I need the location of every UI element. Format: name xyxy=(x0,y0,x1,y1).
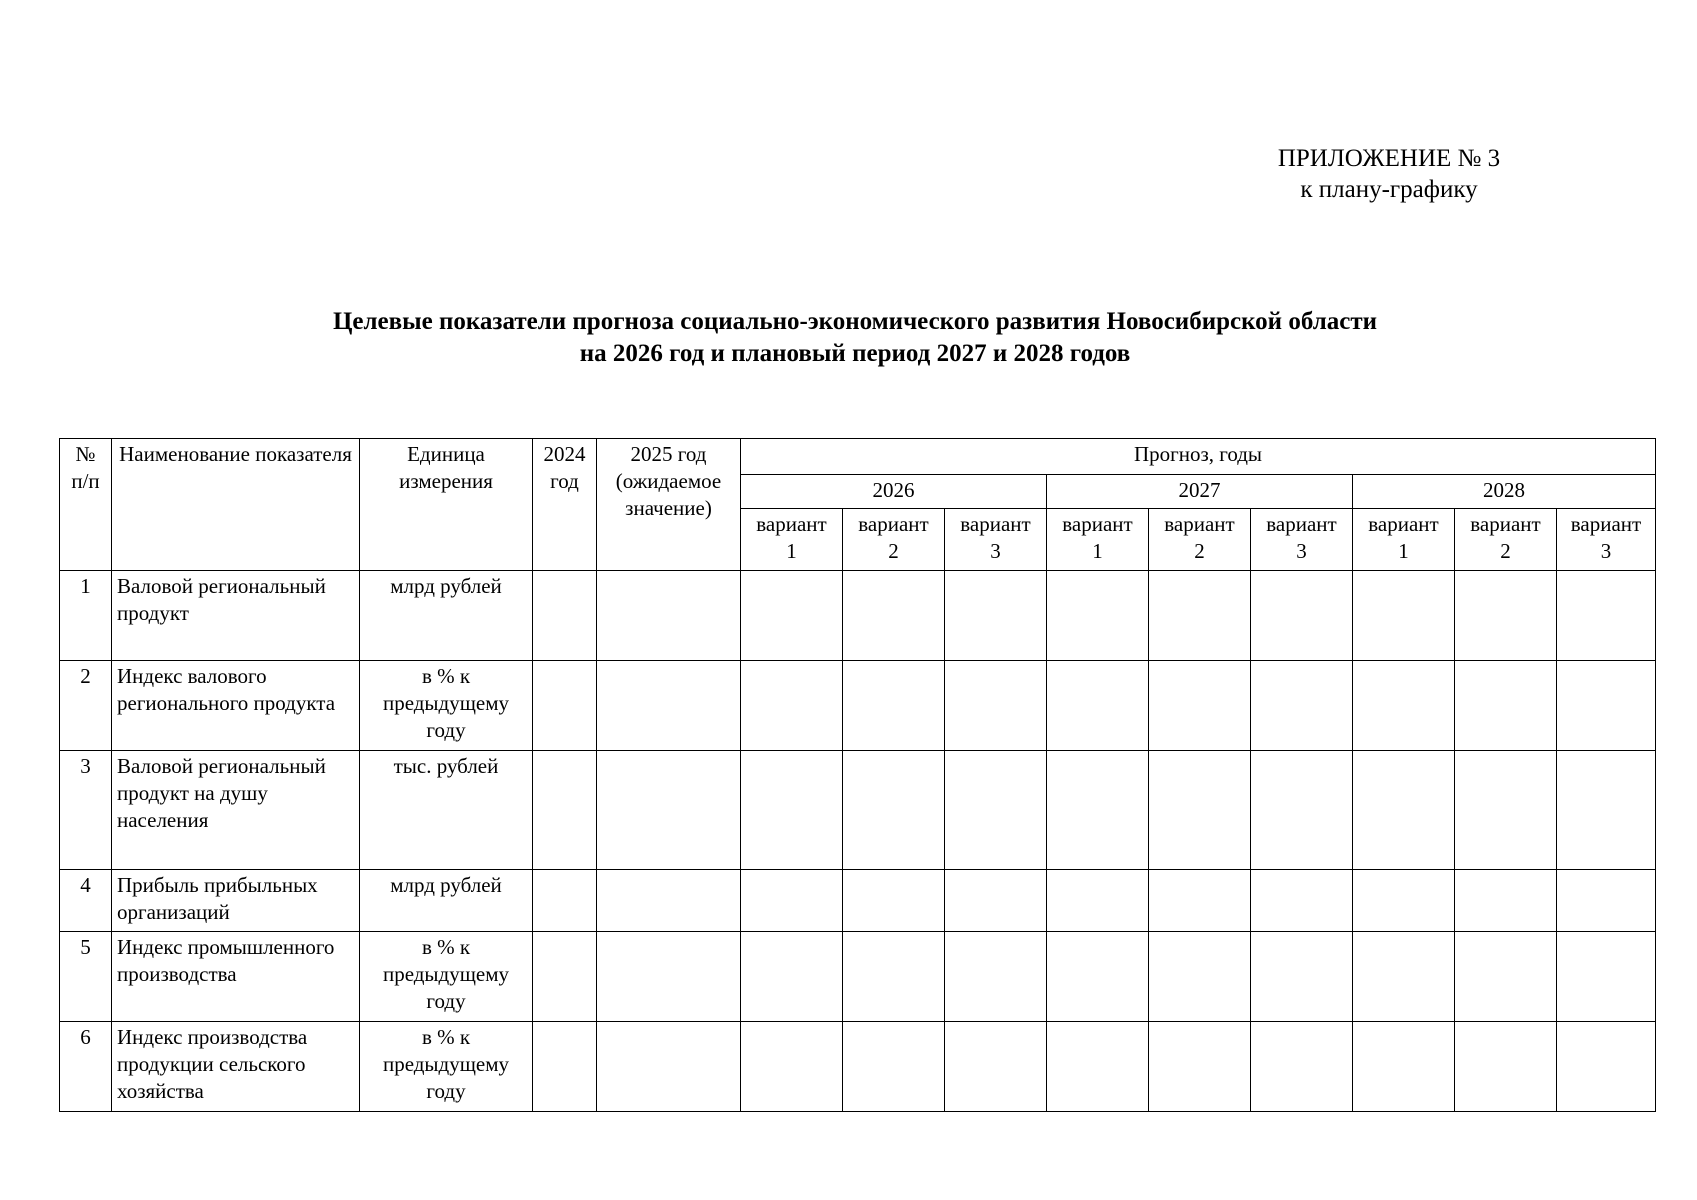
header-2025: 2025 год (ожидаемое значение) xyxy=(597,439,741,571)
value-cell xyxy=(1047,1022,1149,1112)
value-cell xyxy=(1251,1022,1353,1112)
header-variant-2026-2: вариант 2 xyxy=(843,509,945,571)
value-cell xyxy=(1251,661,1353,751)
value-cell xyxy=(945,932,1047,1022)
value-cell xyxy=(945,661,1047,751)
value-cell xyxy=(597,751,741,870)
value-cell xyxy=(1149,870,1251,932)
value-cell xyxy=(1149,1022,1251,1112)
indicator-name: Валовой региональный продукт xyxy=(112,571,360,661)
value-cell xyxy=(533,571,597,661)
header-variant-2027-2: вариант 2 xyxy=(1149,509,1251,571)
value-cell xyxy=(945,870,1047,932)
value-cell xyxy=(597,661,741,751)
appendix-reference: к плану-графику xyxy=(1300,176,1478,203)
table-row xyxy=(60,1022,1656,1112)
indicator-name: Индекс производства продукции сельского хозяйства xyxy=(112,1022,360,1112)
value-cell xyxy=(1047,932,1149,1022)
indicator-unit: млрд рублей xyxy=(360,571,533,661)
title-line-2: на 2026 год и плановый период 2027 и 2028 годов xyxy=(579,340,1131,367)
row-number: 5 xyxy=(60,932,112,1022)
value-cell xyxy=(1149,571,1251,661)
value-cell xyxy=(1455,932,1557,1022)
value-cell xyxy=(1047,571,1149,661)
value-cell xyxy=(741,571,843,661)
value-cell xyxy=(597,1022,741,1112)
value-cell xyxy=(945,571,1047,661)
header-year-2028: 2028 xyxy=(1353,475,1656,509)
header-variant-2027-1: вариант 1 xyxy=(1047,509,1149,571)
indicator-name: Индекс валового регионального продукта xyxy=(112,661,360,751)
value-cell xyxy=(1251,870,1353,932)
header-unit: Единица измерения xyxy=(360,439,533,571)
header-name: Наименование показателя xyxy=(112,439,360,571)
indicator-unit: в % к предыдущему году xyxy=(360,1022,533,1112)
header-variant-2026-3: вариант 3 xyxy=(945,509,1047,571)
value-cell xyxy=(1455,661,1557,751)
value-cell xyxy=(741,751,843,870)
value-cell xyxy=(843,571,945,661)
table-row xyxy=(60,661,1656,751)
value-cell xyxy=(1557,932,1656,1022)
header-forecast: Прогноз, годы xyxy=(741,439,1656,475)
value-cell xyxy=(1353,661,1455,751)
document-title xyxy=(60,306,1650,370)
value-cell xyxy=(1353,571,1455,661)
value-cell xyxy=(1149,661,1251,751)
value-cell xyxy=(533,661,597,751)
value-cell xyxy=(945,1022,1047,1112)
header-2024: 2024 год xyxy=(533,439,597,571)
header-year-2026: 2026 xyxy=(741,475,1047,509)
value-cell xyxy=(1353,1022,1455,1112)
header-num: № п/п xyxy=(60,439,112,571)
value-cell xyxy=(597,870,741,932)
indicator-unit: в % к предыдущему году xyxy=(360,932,533,1022)
value-cell xyxy=(843,932,945,1022)
value-cell xyxy=(1557,870,1656,932)
indicator-name: Валовой региональный продукт на душу населения xyxy=(112,751,360,870)
value-cell xyxy=(1353,751,1455,870)
value-cell xyxy=(1455,870,1557,932)
header-variant-2028-1: вариант 1 xyxy=(1353,509,1455,571)
value-cell xyxy=(741,661,843,751)
value-cell xyxy=(533,751,597,870)
value-cell xyxy=(1557,751,1656,870)
value-cell xyxy=(1353,932,1455,1022)
appendix-number: ПРИЛОЖЕНИЕ № 3 xyxy=(1277,145,1501,172)
header-variant-2028-2: вариант 2 xyxy=(1455,509,1557,571)
value-cell xyxy=(1557,661,1656,751)
value-cell xyxy=(1353,870,1455,932)
value-cell xyxy=(1455,571,1557,661)
value-cell xyxy=(945,751,1047,870)
title-line-1: Целевые показатели прогноза социально-экономического развития Новосибирской области xyxy=(332,308,1378,335)
value-cell xyxy=(1149,751,1251,870)
value-cell xyxy=(843,870,945,932)
header-year-2027: 2027 xyxy=(1047,475,1353,509)
value-cell xyxy=(1251,751,1353,870)
appendix-caption xyxy=(1244,143,1534,205)
table-row xyxy=(60,751,1656,870)
value-cell xyxy=(843,661,945,751)
value-cell xyxy=(1557,1022,1656,1112)
indicator-unit: млрд рублей xyxy=(360,870,533,932)
value-cell xyxy=(1557,571,1656,661)
value-cell xyxy=(1455,751,1557,870)
row-number: 2 xyxy=(60,661,112,751)
value-cell xyxy=(1455,1022,1557,1112)
row-number: 6 xyxy=(60,1022,112,1112)
indicators-table xyxy=(59,438,1656,1112)
table-header xyxy=(60,439,1656,571)
row-number: 3 xyxy=(60,751,112,870)
row-number: 1 xyxy=(60,571,112,661)
value-cell xyxy=(597,932,741,1022)
value-cell xyxy=(843,751,945,870)
value-cell xyxy=(741,870,843,932)
value-cell xyxy=(1047,661,1149,751)
value-cell xyxy=(1251,571,1353,661)
value-cell xyxy=(1047,751,1149,870)
value-cell xyxy=(1251,932,1353,1022)
value-cell xyxy=(1149,932,1251,1022)
header-variant-2026-1: вариант 1 xyxy=(741,509,843,571)
indicator-name: Индекс промышленного производства xyxy=(112,932,360,1022)
indicator-unit: в % к предыдущему году xyxy=(360,661,533,751)
table-row xyxy=(60,870,1656,932)
value-cell xyxy=(533,1022,597,1112)
indicator-unit: тыс. рублей xyxy=(360,751,533,870)
value-cell xyxy=(741,932,843,1022)
value-cell xyxy=(597,571,741,661)
value-cell xyxy=(843,1022,945,1112)
table-row xyxy=(60,932,1656,1022)
header-variant-2027-3: вариант 3 xyxy=(1251,509,1353,571)
value-cell xyxy=(1047,870,1149,932)
row-number: 4 xyxy=(60,870,112,932)
table-row xyxy=(60,571,1656,661)
table-body xyxy=(60,571,1656,1112)
value-cell xyxy=(533,932,597,1022)
value-cell xyxy=(533,870,597,932)
indicator-name: Прибыль прибыльных организаций xyxy=(112,870,360,932)
header-variant-2028-3: вариант 3 xyxy=(1557,509,1656,571)
value-cell xyxy=(741,1022,843,1112)
